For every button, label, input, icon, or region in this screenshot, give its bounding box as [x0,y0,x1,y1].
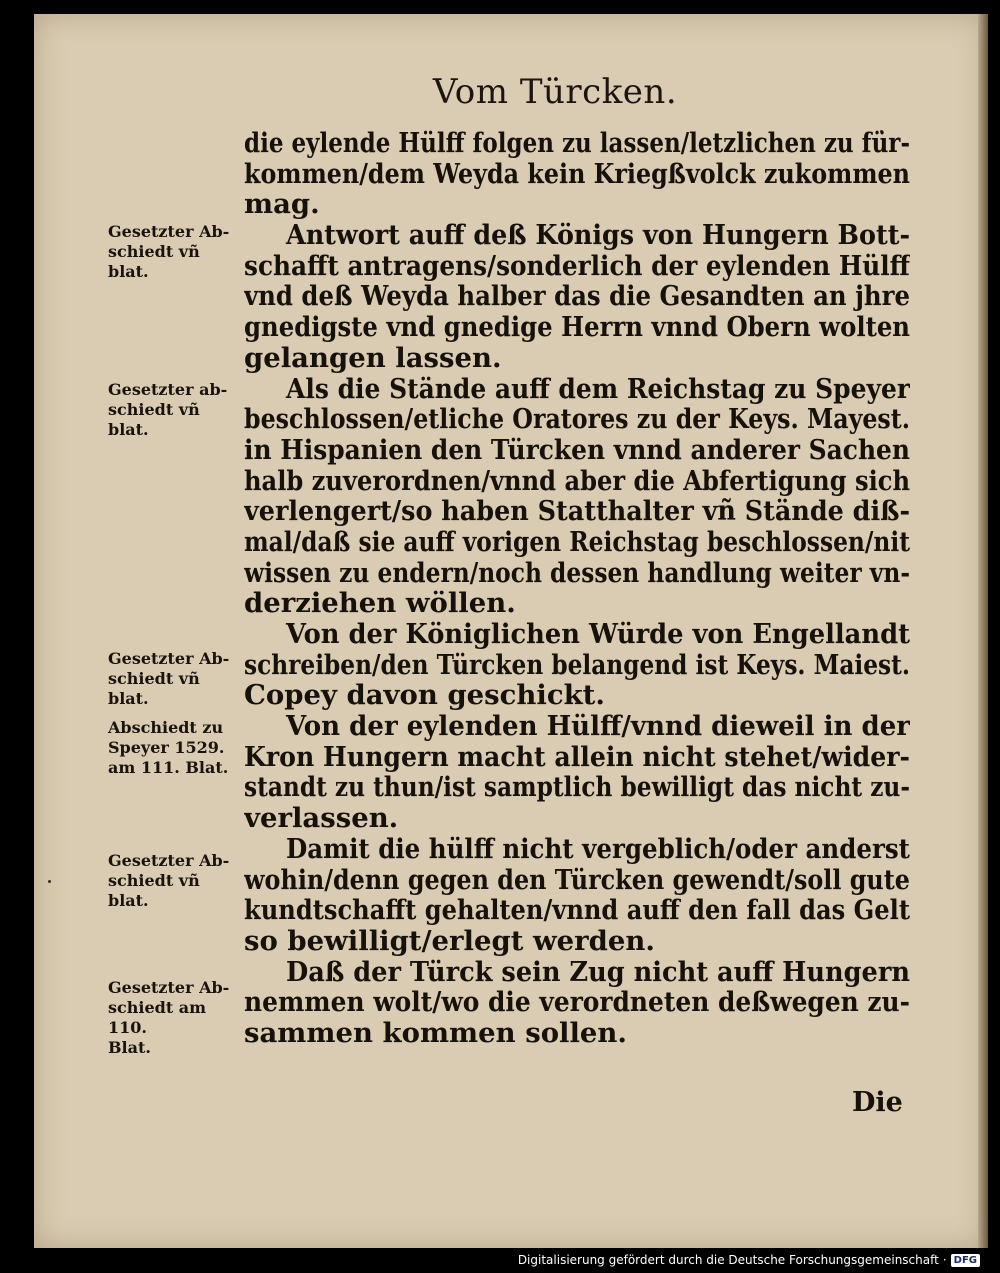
body-line: wissen zu endern/noch dessen handlung weiter vn- [244,557,910,589]
body-line: Damit die hülff nicht vergeblich/oder anderst [286,833,910,865]
body-line: gnedigste vnd gnedige Herrn vnnd Obern wolten [244,312,910,343]
footer-credit [518,1253,980,1267]
body-line: schafft antragens/sonderlich der eylenden Hülff [244,250,910,282]
margin-note-line: Blat. [108,1038,151,1057]
body-line: Antwort auff deß Königs von Hungern Bott- [286,220,910,251]
body-line: verlengert/so haben Statthalter vñ Stände diß- [244,496,910,527]
margin-note-line: Gesetzter Ab- [108,222,230,241]
footer-separator: · [942,1253,947,1267]
margin-note-line: Gesetzter Ab- [108,851,230,870]
margin-note-line: Gesetzter Ab- [108,978,230,997]
body-line: in Hispanien den Türcken vnnd anderer Sachen [244,434,910,466]
margin-note-line: Abschiedt zu [108,718,224,737]
body-line: kundtschafft gehalten/vnnd auff den fall das Gelt [244,895,910,926]
running-head: Vom Türcken. [432,72,678,112]
body-line: mag. [244,189,320,221]
margin-note-line: schiedt vñ blat. [108,871,200,910]
margin-note-3 [108,649,238,709]
margin-note-line: schiedt vñ blat. [108,242,200,281]
body-line: Daß der Türck sein Zug nicht auff Hungern [286,956,910,988]
body-line: Von der Königlichen Würde von Engellandt [286,619,910,650]
paper-speck [48,880,51,883]
body-line: die eylende Hülff folgen zu lassen/letzlichen zu für- [244,128,910,159]
body-line: derziehen wöllen. [244,588,516,619]
body-line: vnd deß Weyda halber das die Gesandten an jhre [244,281,910,313]
body-line: beschlossen/etliche Oratores zu der Keys. Mayest. [244,404,910,435]
body-line: Copey davon geschickt. [244,680,605,712]
body-line: Als die Stände auff dem Reichstag zu Speyer [286,373,910,405]
margin-note-line: Gesetzter Ab- [108,649,230,668]
body-text-block [244,128,910,1049]
margin-note-line: Gesetzter ab- [108,380,228,399]
margin-note-line: schiedt vñ blat. [108,669,200,708]
margin-note-6 [108,978,238,1058]
body-line: verlassen. [244,803,399,834]
dfg-logo-icon: DFG [951,1254,980,1267]
margin-note-2 [108,380,238,440]
body-line: Von der eylenden Hülff/vnnd dieweil in der [286,711,910,742]
body-line: schreiben/den Türcken belangend ist Keys. Maiest. [244,649,910,681]
margin-note-4 [108,718,238,778]
body-line: mal/daß sie auff vorigen Reichstag beschlossen/nit [244,526,910,558]
page-gutter-edge [978,14,988,1248]
margin-note-line: schiedt am 110. [108,998,207,1037]
body-line: so bewilligt/erlegt werden. [244,925,655,957]
catchword: Die [852,1087,903,1118]
margin-note-5 [108,851,238,911]
body-line: wohin/denn gegen den Türcken gewendt/soll gute [244,864,910,896]
body-line: standt zu thun/ist samptlich bewilligt das nicht zu- [244,772,910,804]
body-line: halb zuverordnen/vnnd aber die Abfertigung sich [244,465,910,497]
margin-note-line: schiedt vñ blat. [108,400,200,439]
body-line: sammen kommen sollen. [244,1017,627,1049]
body-line: gelangen lassen. [244,342,502,374]
body-line: nemmen wolt/wo die verordneten deßwegen zu- [244,987,910,1018]
margin-note-line: am 111. Blat. [108,758,229,777]
body-line: Kron Hungern macht allein nicht stehet/wider- [244,741,910,773]
body-line: kommen/dem Weyda kein Kriegßvolck zukommen [244,158,910,190]
margin-note-line: Speyer 1529. [108,738,225,757]
margin-note-1 [108,222,238,282]
footer-text: Digitalisierung gefördert durch die Deutsche Forschungsgemeinschaft [517,1253,939,1267]
